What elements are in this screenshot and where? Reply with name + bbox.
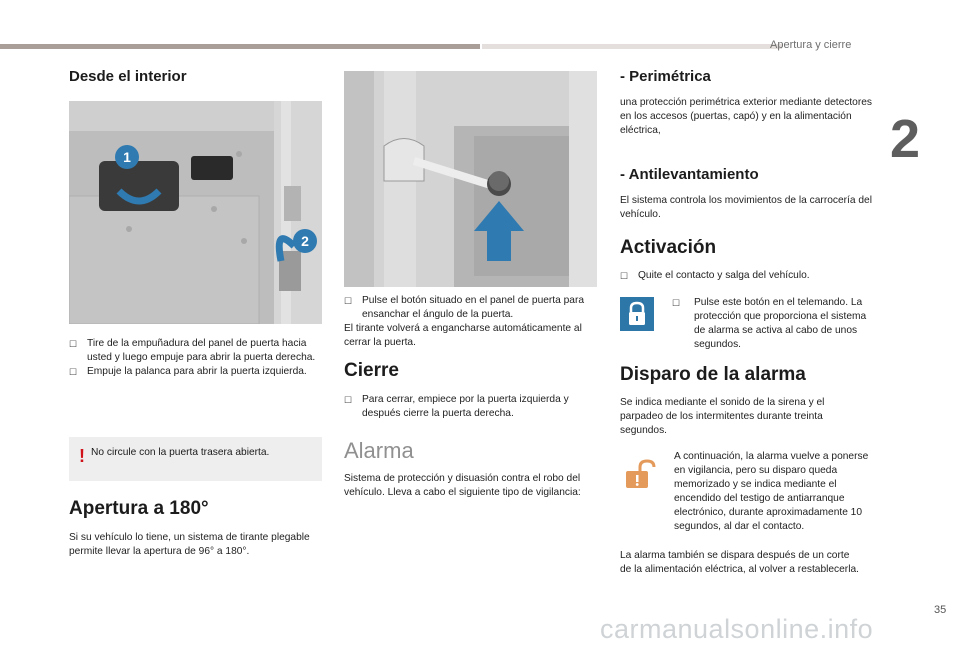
bullet-icon: ☐ — [69, 339, 78, 349]
heading-perimetrica: - Perimétrica — [620, 68, 711, 85]
list-item — [672, 296, 878, 352]
text-block-cierre — [344, 393, 599, 421]
heading-antilevantamiento: - Antilevantamiento — [620, 166, 759, 183]
bullet-list-interior — [69, 337, 324, 379]
tirante-illustration — [344, 71, 597, 287]
list-item — [69, 337, 324, 365]
bullet-icon: ☐ — [620, 271, 629, 281]
door-interior-figure — [69, 101, 322, 324]
callout-1: 1 — [115, 145, 139, 169]
warning-text: No circule con la puerta trasera abierta. — [91, 447, 270, 458]
list-item-text: Pulse este botón en el telemando. La protección que proporciona el sistema de alarma se activa al cabo de unos segundos. — [694, 297, 867, 350]
list-item-text: Tire de la empuñadura del panel de puerta hacia usted y luego empuje para abrir la puerta derecha. — [87, 338, 316, 363]
watermark: carmanualsonline.info — [600, 614, 874, 644]
lock-open-icon — [620, 457, 660, 491]
chapter-number: 2 — [890, 109, 921, 169]
heading-activacion: Activación — [620, 237, 717, 258]
list-item-text: Pulse el botón situado en el panel de puerta para ensanchar el ángulo de la puerta. — [362, 295, 585, 320]
text-activacion-1 — [620, 269, 878, 283]
list-item — [344, 393, 599, 421]
heading-alarma: Alarma — [344, 438, 414, 463]
list-item — [69, 365, 324, 379]
heading-desde-el-interior: Desde el interior — [69, 68, 187, 85]
door-interior-illustration — [69, 101, 322, 324]
text-antilevantamiento: El sistema controla los movimientos de la carrocería del vehículo. — [620, 195, 872, 220]
text-corte: La alarma también se dispara después de un corte de la alimentación eléctrica, al volver a restablecerla. — [620, 550, 859, 575]
header-bar-left — [0, 44, 480, 49]
page-number: 35 — [934, 604, 947, 616]
section-title: Apertura y cierre — [770, 39, 852, 51]
list-item — [344, 294, 599, 322]
tirante-figure — [344, 71, 597, 287]
text-alarma: Sistema de protección y disuasión contra el robo del vehículo. Lleva a cabo el siguiente tipo de vigilancia: — [344, 473, 581, 498]
bullet-icon: ☐ — [344, 296, 353, 306]
text-block-tirante — [344, 294, 599, 350]
warning-box — [69, 437, 322, 481]
text-continuacion: A continuación, la alarma vuelve a ponerse en vigilancia, pero su disparo queda memorizado y se indica mediante el encendido del testigo de antiarranque electrónico, durante aproximadamente 10 segundos, al dar el contacto. — [674, 451, 869, 532]
heading-cierre: Cierre — [344, 360, 399, 381]
list-item-text: Quite el contacto y salga del vehículo. — [638, 270, 810, 281]
text-apertura-180: Si su vehículo lo tiene, un sistema de tirante plegable permite llevar la apertura de 96° a 180°. — [69, 532, 310, 557]
text-activacion-2 — [672, 296, 878, 352]
list-item-text: Para cerrar, empiece por la puerta izquierda y después cierre la puerta derecha. — [362, 394, 569, 419]
bullet-icon: ☐ — [69, 367, 78, 377]
text-disparo: Se indica mediante el sonido de la sirena y el parpadeo de los intermitentes durante treinta segundos. — [620, 397, 825, 436]
list-item — [620, 269, 878, 283]
bullet-icon: ☐ — [672, 298, 681, 308]
exclamation-icon: ! — [79, 446, 85, 466]
heading-apertura-180: Apertura a 180° — [69, 498, 209, 519]
text-perimetrica: una protección perimétrica exterior mediante detectores en los accesos (puertas, capó) y en la alimentación eléctrica, — [620, 97, 872, 136]
callout-2: 2 — [293, 229, 317, 253]
heading-disparo: Disparo de la alarma — [620, 364, 806, 385]
lock-icon — [620, 297, 654, 331]
list-item-text: Empuje la palanca para abrir la puerta izquierda. — [87, 366, 307, 377]
header-bar-right — [482, 44, 782, 49]
text-tirante: El tirante volverá a engancharse automáticamente al cerrar la puerta. — [344, 323, 582, 348]
bullet-icon: ☐ — [344, 395, 353, 405]
